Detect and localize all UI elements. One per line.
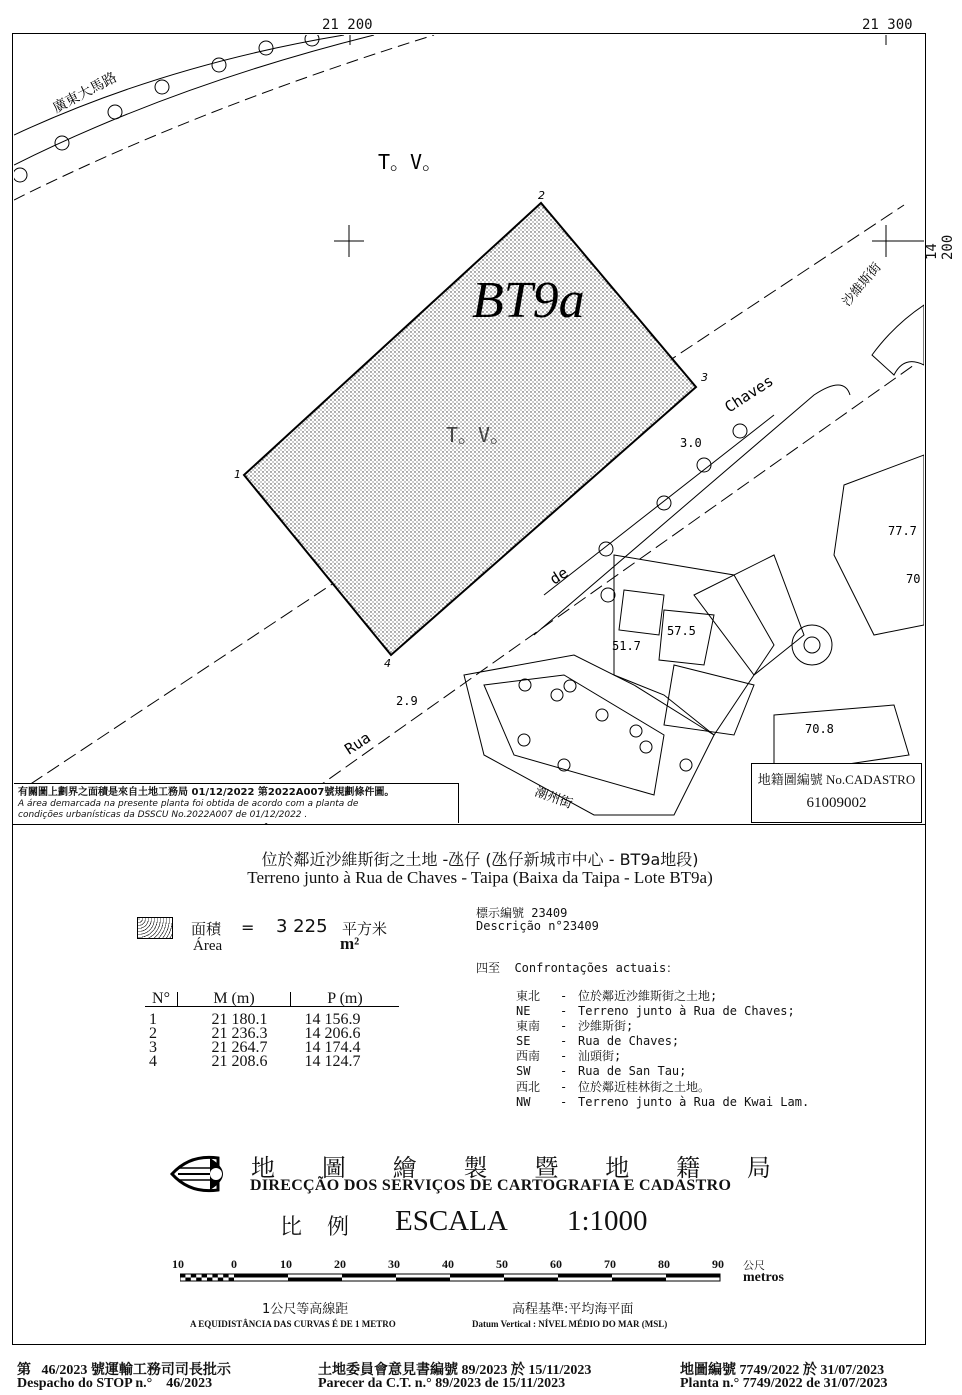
vertex-3: 3 bbox=[701, 371, 708, 384]
elevation-57-5: 57.5 bbox=[667, 624, 696, 638]
street-label-guangdong: 廣東大馬路 bbox=[50, 69, 120, 117]
scale-cn-1: 比 bbox=[280, 1215, 303, 1240]
cadastral-map bbox=[14, 35, 924, 825]
grid-label-x-21200: 21 200 bbox=[322, 17, 373, 33]
tv-lot-label: T。V。 bbox=[446, 423, 511, 447]
datum-pt: Datum Vertical : NÍVEL MÉDIO DO MAR (MSL) bbox=[472, 1319, 668, 1329]
list-item: 東北 - 位於鄰近沙維斯街之土地; bbox=[516, 989, 718, 1003]
dscc-logo-icon bbox=[170, 1152, 240, 1196]
cadastro-label: 地籍圖編號 No.CADASTRO bbox=[757, 772, 916, 787]
agency-pt: DIRECÇÃO DOS SERVIÇOS DE CARTOGRAFIA E CADASTRO bbox=[250, 1177, 732, 1194]
title-cn: 位於鄰近沙維斯街之土地 -氹仔 (氹仔新城市中心 - BT9a地段) bbox=[261, 850, 699, 869]
table-row bbox=[145, 1013, 399, 1027]
grid-label-y-14200: 14 200 bbox=[924, 234, 956, 260]
cell-m: 21 208.6 bbox=[211, 1053, 268, 1070]
footer-parecer-cn: 土地委員會意見書編號 89/2023 於 15/11/2023 bbox=[318, 1363, 592, 1378]
cadastro-box bbox=[751, 763, 922, 823]
scale-unit-pt: metros bbox=[743, 1270, 784, 1285]
vertex-1: 1 bbox=[234, 468, 241, 481]
cell-n: 2 bbox=[149, 1025, 157, 1042]
vertex-2: 2 bbox=[538, 189, 545, 202]
area-label-cn: 面積 bbox=[191, 920, 222, 938]
coordinates-header-row bbox=[145, 992, 399, 1007]
cadastro-number: 61009002 bbox=[806, 795, 867, 811]
street-label-chaozhou: 潮州街 bbox=[532, 784, 575, 813]
confrontations-list bbox=[516, 989, 809, 1110]
contours-pt: A EQUIDISTÂNCIA DAS CURVAS É DE 1 METRO bbox=[190, 1319, 396, 1329]
coordinates-table bbox=[145, 992, 399, 1069]
area-unit-cn: 平方米 bbox=[342, 920, 388, 938]
area-unit: m² bbox=[340, 934, 360, 953]
footer-despacho-pt: Despacho do STOP n.° 46/2023 bbox=[17, 1376, 213, 1391]
footer-planta-cn: 地圖編號 7749/2022 於 31/07/2023 bbox=[680, 1363, 885, 1378]
cell-m: 21 264.7 bbox=[211, 1039, 268, 1056]
list-item: 西南 - 汕頭街; bbox=[516, 1049, 622, 1064]
cell-n: 1 bbox=[149, 1011, 157, 1028]
scale-unit-cn: 公尺 bbox=[743, 1259, 765, 1272]
note-pt-line1: A área demarcada na presente planta foi obtida de acordo com a planta de bbox=[18, 799, 359, 809]
cell-n: 4 bbox=[149, 1053, 157, 1070]
elevation-2-9: 2.9 bbox=[396, 694, 418, 708]
elevation-70: 70 bbox=[906, 572, 921, 586]
col-header-p: P (m) bbox=[327, 990, 363, 1007]
street-label-chaves: Chaves bbox=[721, 371, 777, 417]
cell-p: 14 124.7 bbox=[304, 1053, 361, 1070]
datum-cn: 高程基準:平均海平面 bbox=[512, 1302, 634, 1317]
scale-ratio: 1:1000 bbox=[567, 1205, 648, 1237]
table-row bbox=[145, 1041, 399, 1055]
lot-label: BT9a bbox=[472, 272, 585, 329]
scale-bar bbox=[180, 1273, 730, 1283]
scale-pt: ESCALA bbox=[395, 1205, 508, 1237]
contours-cn: 1公尺等高線距 bbox=[262, 1302, 349, 1317]
list-item: 西北 - 位於鄰近桂林街之土地。 bbox=[516, 1079, 711, 1094]
cell-n: 3 bbox=[149, 1039, 157, 1056]
street-label-rua: Rua bbox=[341, 728, 374, 759]
cell-p: 14 206.6 bbox=[304, 1025, 361, 1042]
grid-label-x-21300: 21 300 bbox=[862, 17, 913, 33]
area-equals: = bbox=[241, 918, 255, 937]
cell-m: 21 236.3 bbox=[211, 1025, 268, 1042]
scale-cn-2: 例 bbox=[327, 1215, 350, 1240]
list-item: NW - Terreno junto à Rua de Kwai Lam. bbox=[516, 1094, 810, 1109]
map-divider bbox=[12, 824, 926, 825]
area-swatch bbox=[137, 917, 173, 939]
cell-m: 21 180.1 bbox=[211, 1011, 268, 1028]
area-origin-note bbox=[14, 783, 459, 823]
footer-planta-pt: Planta n.° 7749/2022 de 31/07/2023 bbox=[680, 1376, 888, 1391]
footer-despacho-cn: 第 46/2023 號運輸工務司司長批示 bbox=[17, 1363, 231, 1378]
note-pt-line2: condições urbanísticas da DSSCU No.2022A007 de 01/12/2022 . bbox=[18, 810, 308, 820]
description-cn: 標示編號 23409 bbox=[476, 906, 568, 920]
cell-p: 14 156.9 bbox=[304, 1011, 361, 1028]
confrontations-title: 四至 Confrontações actuais： bbox=[476, 961, 679, 975]
description-pt: Descrição n°23409 bbox=[476, 919, 599, 933]
note-cn: 有關圖上劃界之面積是來自土地工務局 01/12/2022 第2022A007號規劃條件圖。 bbox=[18, 787, 395, 798]
list-item: SE - Rua de Chaves; bbox=[516, 1034, 680, 1049]
elevation-51-7: 51.7 bbox=[612, 639, 641, 653]
elevation-70-8: 70.8 bbox=[805, 722, 834, 736]
agency-cn: 地 圖 繪 製 暨 地 籍 局 bbox=[251, 1154, 771, 1182]
table-row bbox=[145, 1055, 399, 1069]
area-value: 3 225 bbox=[276, 916, 328, 937]
list-item: NE - Terreno junto à Rua de Chaves; bbox=[516, 1004, 795, 1019]
grid-ticks bbox=[334, 35, 924, 257]
elevation-3-0: 3.0 bbox=[680, 436, 702, 450]
vertex-4: 4 bbox=[384, 657, 391, 670]
scale-ticks: 10 0 10 20 30 40 50 60 70 80 90 bbox=[172, 1257, 724, 1271]
list-item: SW - Rua de San Tau; bbox=[516, 1064, 687, 1079]
col-header-m: M (m) bbox=[178, 992, 291, 1007]
elevation-77-7: 77.7 bbox=[888, 524, 917, 538]
street-label-chaves-cn: 沙維斯街 bbox=[839, 260, 885, 310]
list-item: 東南 - 沙維斯街; bbox=[516, 1019, 634, 1034]
col-header-n: N° bbox=[145, 992, 178, 1007]
footer-parecer-pt: Parecer da C.T. n.° 89/2023 de 15/11/2023 bbox=[318, 1376, 566, 1391]
area-label-pt: Área bbox=[193, 938, 223, 954]
title-pt: Terreno junto à Rua de Chaves - Taipa (Baixa da Taipa - Lote BT9a) bbox=[247, 868, 713, 887]
table-row bbox=[145, 1027, 399, 1041]
cell-p: 14 174.4 bbox=[304, 1039, 361, 1056]
tv-top-label: T。V。 bbox=[378, 150, 443, 174]
street-label-de: de bbox=[546, 563, 572, 589]
